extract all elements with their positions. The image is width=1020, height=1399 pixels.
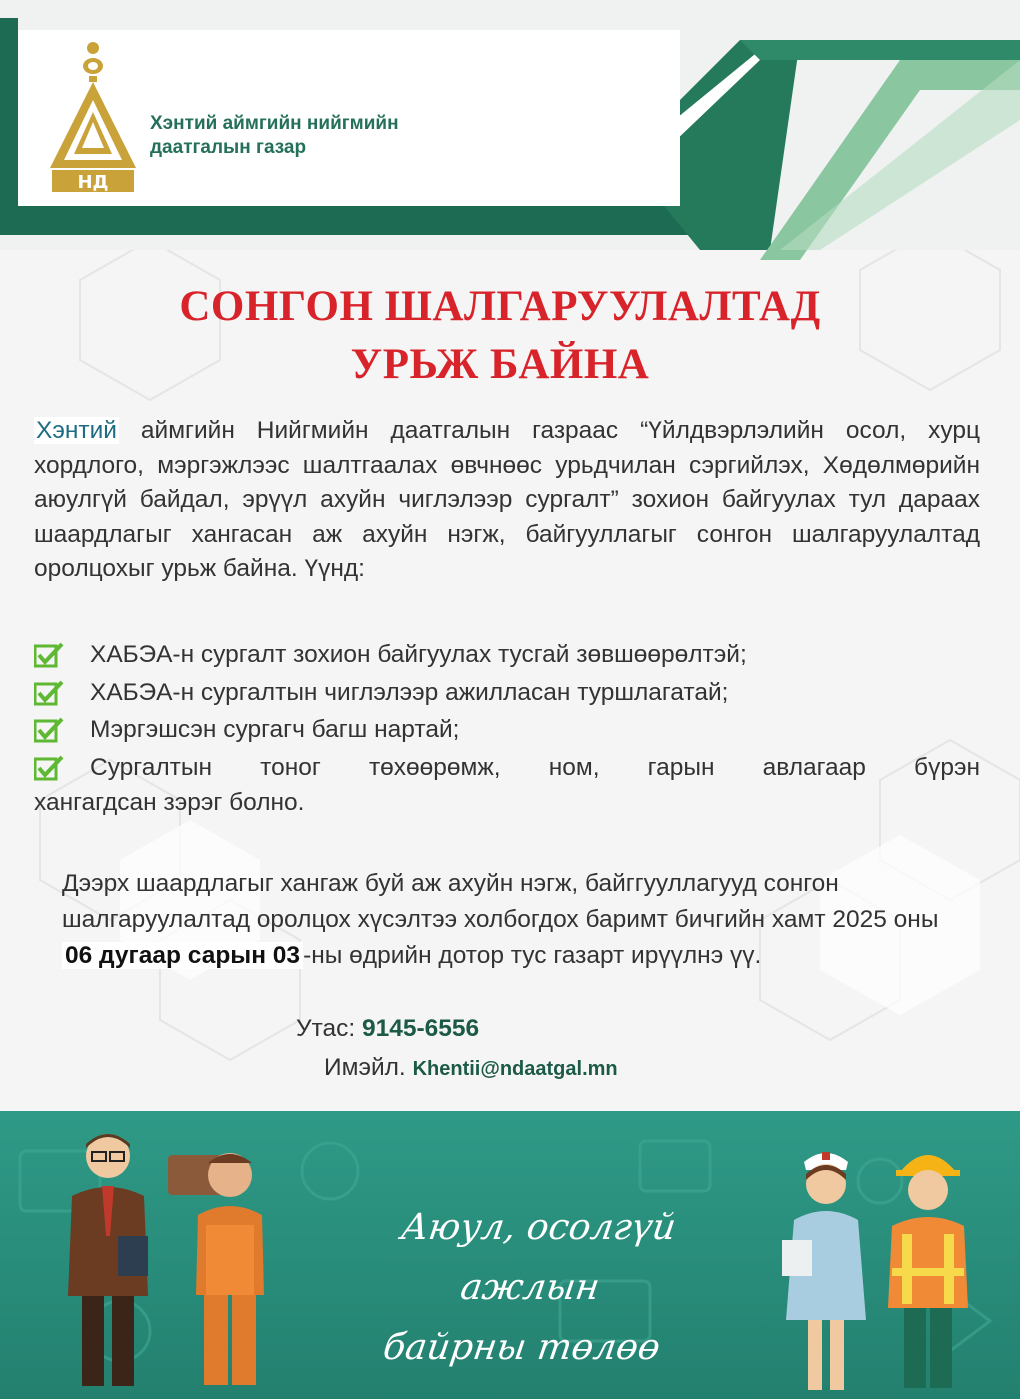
page-title	[0, 278, 1000, 394]
deadline-text-after: -ны өдрийн дотор тус газарт ирүүлнэ үү.	[303, 942, 762, 969]
requirements-list	[34, 636, 980, 786]
org-name-line1: Хэнтий аймгийн нийгмийн	[150, 113, 399, 134]
construction-worker-icon	[878, 1138, 978, 1396]
email-line	[324, 1054, 618, 1082]
title-line2: УРЬЖ БАЙНА	[350, 341, 650, 388]
list-item	[34, 749, 980, 787]
email-address[interactable]: Khentii@ndaatgal.mn	[412, 1058, 618, 1080]
requirement-text: Мэргэшсэн сургагч багш нартай;	[90, 716, 460, 743]
org-name	[150, 112, 530, 160]
list-item	[34, 711, 980, 749]
deadline-text-before: Дээрх шаардлагыг хангаж буй аж ахуйн нэгж, байггууллагууд сонгон шалгаруулалтад оролцох хүсэлтээ холбогдох баримт бичгийн хамт 2025 оны	[62, 870, 939, 933]
nurse-icon	[776, 1140, 876, 1395]
email-label: Имэйл.	[324, 1054, 406, 1081]
intro-lead: Хэнтий	[36, 417, 117, 444]
worker-icon	[168, 1135, 278, 1395]
intro-paragraph	[34, 414, 980, 587]
phone-number: 9145-6556	[362, 1015, 480, 1042]
checkbox-checked-icon	[34, 717, 64, 743]
deadline-paragraph	[62, 866, 942, 974]
footer-slogan	[327, 1198, 732, 1378]
checkbox-checked-icon	[34, 755, 64, 781]
svg-text:НД: НД	[77, 172, 109, 193]
nd-emblem-icon	[48, 38, 138, 198]
slogan-line1: Аюул, осолгүй ажлын	[398, 1207, 679, 1308]
requirement-text: Сургалтын тоног төхөөрөмж, ном, гарын авлагаар бүрэн	[90, 753, 980, 781]
phone-line	[296, 1015, 479, 1043]
intro-text: аймгийн Нийгмийн даатгалын газраас “Үйлдвэрлэлийн осол, хурц хордлого, мэргэжлээс шалтгаалах өвчнөөс урьдчилан сэргийлэх, Хөдөлмөрийн аюулгүй байдал, эрүүл ахуйн чиглэлээр сургалт” зохион байгуулах тул дараах шаардлагыг хангасан аж ахуйн нэгж, байгууллагыг сонгон шалгаруулалтад оролцохыг урьж байна. Үүнд:	[34, 417, 980, 582]
phone-label: Утас:	[296, 1015, 356, 1042]
title-line1: СОНГОН ШАЛГАРУУЛАЛТАД	[179, 283, 821, 330]
checkbox-checked-icon	[34, 680, 64, 706]
deadline-date: 06 дугаар сарын 03	[62, 942, 303, 969]
org-name-line2: даатгалын газар	[150, 137, 307, 158]
list-item	[34, 636, 980, 674]
businessman-icon	[58, 1126, 158, 1396]
list-item	[34, 674, 980, 712]
logo-box	[18, 30, 680, 206]
requirements-tail: хангагдсан зэрэг болно.	[34, 789, 305, 816]
slogan-line2: байрны төлөө	[380, 1327, 663, 1368]
requirement-text: ХАБЭА-н сургалт зохион байгуулах тусгай зөвшөөрөлтэй;	[90, 641, 747, 668]
requirement-text: ХАБЭА-н сургалтын чиглэлээр ажилласан туршлагатай;	[90, 678, 729, 706]
checkbox-checked-icon	[34, 642, 64, 668]
